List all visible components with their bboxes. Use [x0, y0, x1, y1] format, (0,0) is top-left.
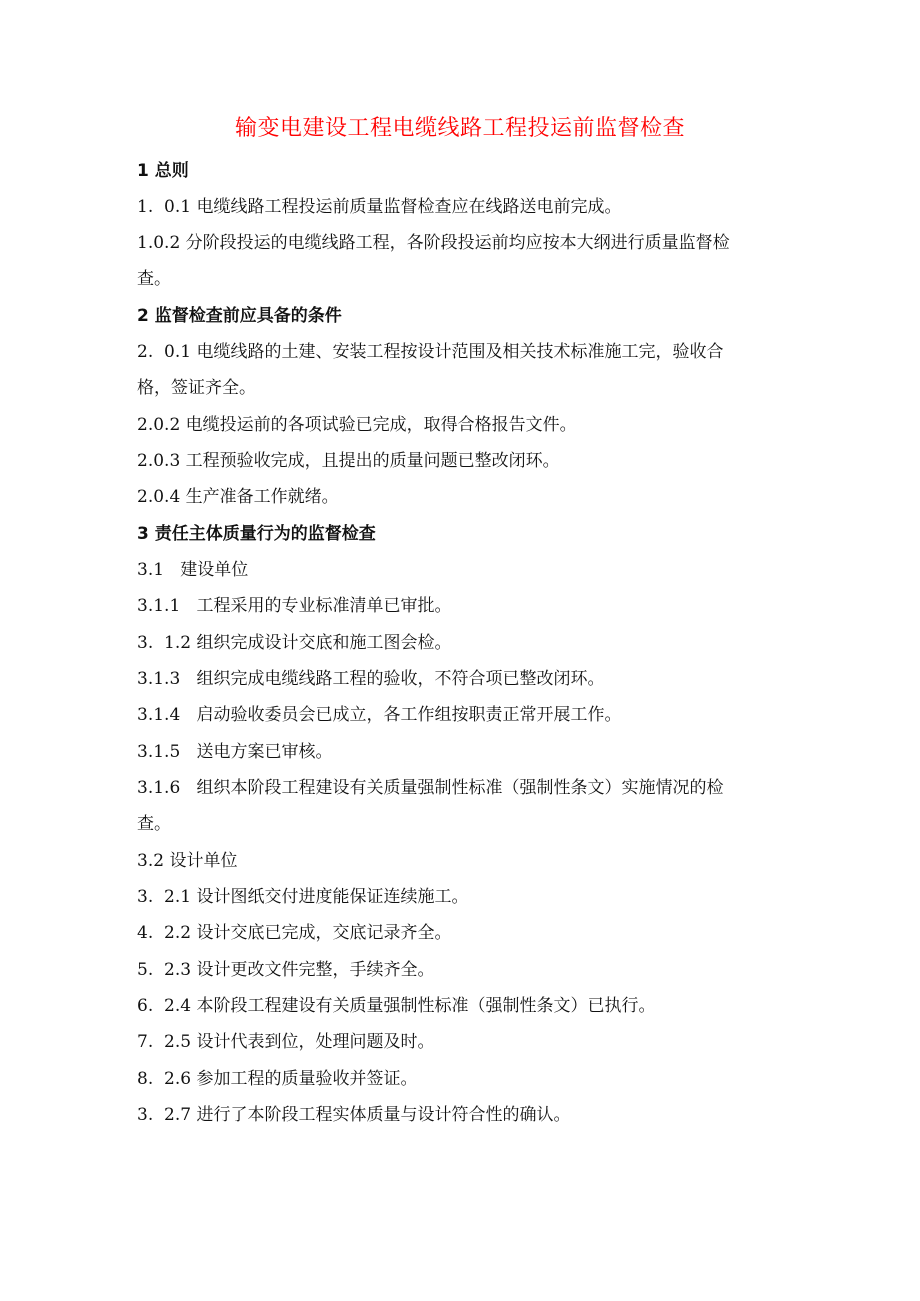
- paragraph-line: 3.1.1 工程采用的专业标准清单已审批。: [137, 596, 452, 616]
- paragraph-line: 3. 1.2 组织完成设计交底和施工图会检。: [137, 633, 452, 653]
- paragraph-line: 4. 2.2 设计交底已完成，交底记录齐全。: [137, 923, 452, 943]
- paragraph-line: 7. 2.5 设计代表到位，处理问题及时。: [137, 1032, 435, 1052]
- paragraph-line: 查。: [137, 269, 171, 289]
- section-heading-2: 2 监督检查前应具备的条件: [137, 306, 342, 326]
- paragraph-line: 查。: [137, 814, 171, 834]
- paragraph-line: 格，签证齐全。: [137, 378, 256, 398]
- paragraph-line: 5. 2.3 设计更改文件完整，手续齐全。: [137, 960, 435, 980]
- paragraph-line: 3. 2.7 进行了本阶段工程实体质量与设计符合性的确认。: [137, 1105, 571, 1125]
- document-title: 输变电建设工程电缆线路工程投运前监督检查: [234, 116, 685, 141]
- paragraph-line: 3.1.4 启动验收委员会已成立，各工作组按职责正常开展工作。: [137, 705, 622, 725]
- section-heading-3: 3 责任主体质量行为的监督检查: [137, 524, 376, 544]
- paragraph-line: 3. 2.1 设计图纸交付进度能保证连续施工。: [137, 887, 469, 907]
- paragraph-line: 2. 0.1 电缆线路的土建、安装工程按设计范围及相关技术标准施工完，验收合: [137, 342, 724, 362]
- paragraph-line: 3.1.5 送电方案已审核。: [137, 742, 333, 762]
- paragraph-line: 3.1 建设单位: [137, 560, 249, 580]
- paragraph-line: 3.1.3 组织完成电缆线路工程的验收，不符合项已整改闭环。: [137, 669, 605, 689]
- paragraph-line: 3.2 设计单位: [137, 851, 238, 871]
- section-heading-1: 1 总则: [137, 161, 189, 181]
- paragraph-line: 6. 2.4 本阶段工程建设有关质量强制性标准（强制性条文）已执行。: [137, 996, 656, 1016]
- paragraph-line: 1.0.2 分阶段投运的电缆线路工程，各阶段投运前均应按本大纲进行质量监督检: [137, 233, 730, 253]
- paragraph-line: 3.1.6 组织本阶段工程建设有关质量强制性标准（强制性条文）实施情况的检: [137, 778, 724, 798]
- paragraph-line: 2.0.4 生产准备工作就绪。: [137, 487, 339, 507]
- paragraph-line: 8. 2.6 参加工程的质量验收并签证。: [137, 1069, 418, 1089]
- paragraph-line: 2.0.2 电缆投运前的各项试验已完成，取得合格报告文件。: [137, 415, 577, 435]
- paragraph-line: 2.0.3 工程预验收完成，且提出的质量问题已整改闭环。: [137, 451, 560, 471]
- paragraph-line: 1. 0.1 电缆线路工程投运前质量监督检查应在线路送电前完成。: [137, 197, 622, 217]
